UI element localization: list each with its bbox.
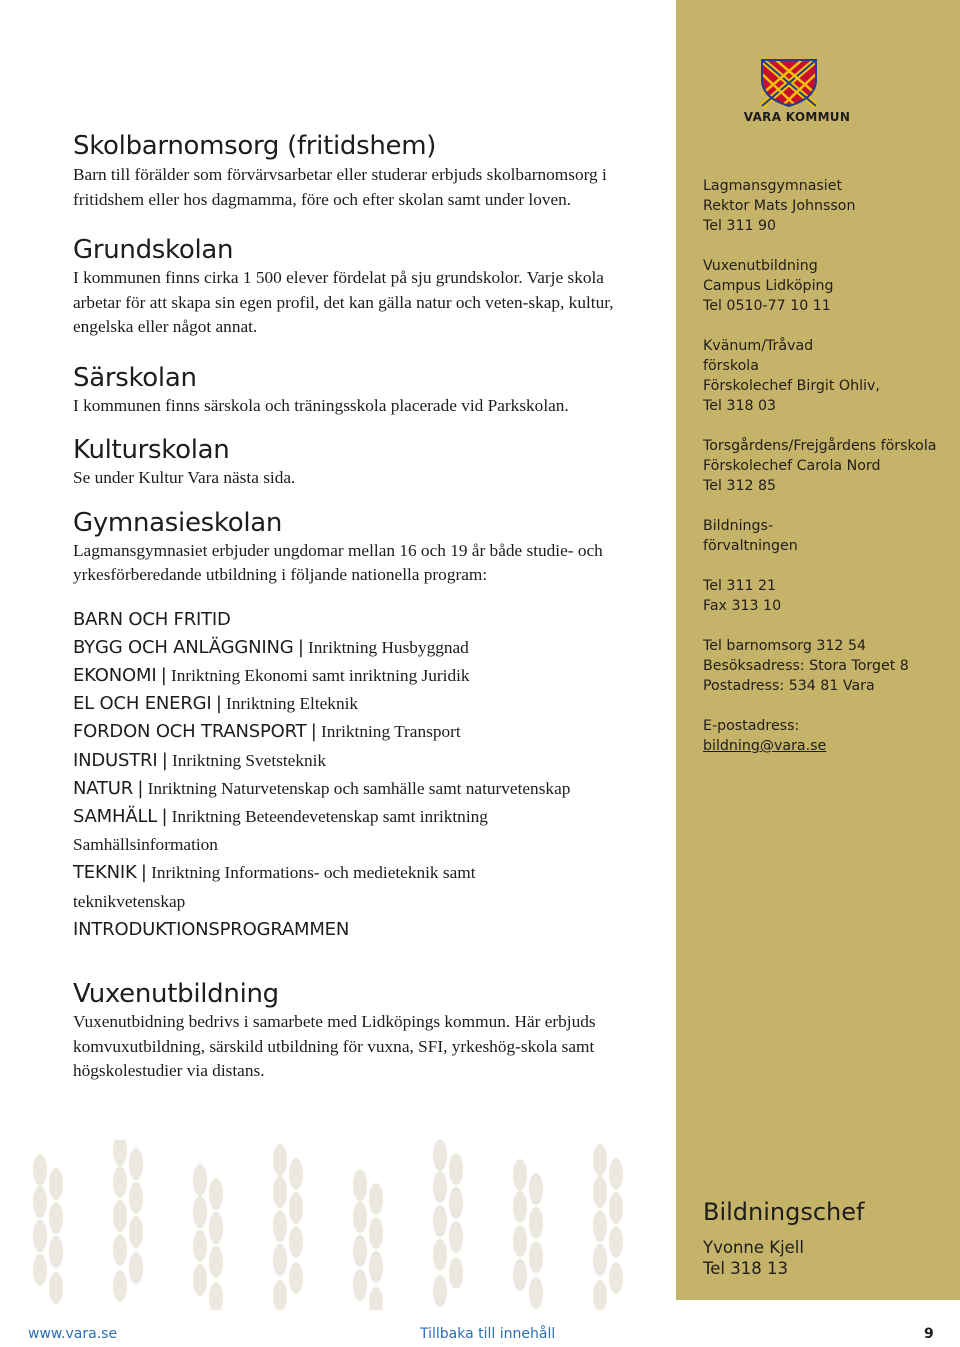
- section-body: Se under Kultur Vara nästa sida.: [73, 468, 296, 487]
- section-gymnasieskolan: [73, 507, 663, 944]
- program-item: [73, 662, 663, 690]
- program-list: [73, 606, 663, 944]
- chef-name: Yvonne Kjell: [703, 1238, 804, 1257]
- program-item: [73, 634, 663, 662]
- contact-line: Tel 311 21: [703, 578, 777, 594]
- contact-line: Tel 0510-77 10 11: [703, 298, 831, 314]
- program-detail: Inriktning Elteknik: [226, 694, 359, 714]
- program-name: EL OCH ENERGI: [73, 693, 212, 715]
- contact-block: [703, 176, 953, 236]
- contact-list: [703, 176, 953, 776]
- program-name: EKONOMI: [73, 664, 157, 686]
- vara-kommun-crest-icon: [756, 58, 822, 108]
- program-item: [73, 916, 663, 944]
- contact-block: [703, 516, 953, 556]
- contact-line: Postadress: 534 81 Vara: [703, 678, 875, 694]
- email-link[interactable]: bildning@vara.se: [703, 738, 827, 754]
- contact-line: förskola: [703, 358, 759, 374]
- program-detail: Inriktning Ekonomi samt inriktning Juridik: [170, 665, 470, 685]
- contact-line: Vuxenutbildning: [703, 258, 818, 274]
- program-item: [73, 747, 663, 775]
- separator: |: [161, 749, 168, 771]
- separator: |: [161, 805, 168, 827]
- contact-line: Bildnings-: [703, 518, 774, 534]
- program-name: NATUR: [73, 777, 134, 799]
- chef-title: Bildningschef: [703, 1198, 865, 1226]
- contact-block: [703, 256, 953, 316]
- contact-block: [703, 336, 953, 416]
- contact-line: Tel barnomsorg 312 54: [703, 638, 867, 654]
- page-number: 9: [924, 1326, 934, 1342]
- program-item: [73, 606, 663, 634]
- section-skolbarnomsorg: [73, 130, 663, 212]
- program-item: [73, 718, 663, 746]
- contact-line: Tel 318 03: [703, 398, 777, 414]
- program-name: TEKNIK: [73, 862, 137, 884]
- footer: [0, 1322, 960, 1347]
- contact-line: Besöksadress: Stora Torget 8: [703, 658, 909, 674]
- section-sarskolan: [73, 362, 663, 419]
- main-content: [73, 130, 663, 958]
- contact-block: [703, 436, 953, 496]
- wheat-decoration: [0, 1140, 680, 1310]
- contact-line: Förskolechef Birgit Ohliv,: [703, 378, 880, 394]
- contact-line: Lagmansgymnasiet: [703, 178, 843, 194]
- program-name: SAMHÄLL: [73, 805, 158, 827]
- program-detail: Inriktning Svetsteknik: [171, 750, 327, 770]
- program-name: BARN OCH FRITID: [73, 608, 231, 630]
- program-name: INTRODUKTIONSPROGRAMMEN: [73, 918, 350, 940]
- section-grundskolan: [73, 234, 663, 340]
- section-kulturskolan: [73, 434, 663, 491]
- email-label: E-postadress:: [703, 718, 800, 734]
- chef-phone: Tel 318 13: [703, 1259, 788, 1278]
- program-detail: Inriktning Transport: [320, 722, 461, 742]
- program-item: [73, 859, 573, 915]
- section-vuxenutbildning: [73, 978, 663, 1084]
- contact-line: Tel 311 90: [703, 218, 777, 234]
- program-detail: Inriktning Naturvetenskap och samhälle samt naturvetenskap: [147, 778, 571, 798]
- contact-line: Tel 312 85: [703, 478, 777, 494]
- contact-block: [703, 576, 953, 616]
- back-to-contents-link[interactable]: Tillbaka till innehåll: [420, 1326, 556, 1342]
- section-title: Gymnasieskolan: [73, 507, 283, 538]
- section-title: Grundskolan: [73, 235, 234, 265]
- contact-line: Torsgårdens/Frejgårdens förskola: [703, 438, 937, 454]
- program-detail: Inriktning Husbyggnad: [308, 637, 469, 657]
- program-item: [73, 775, 663, 803]
- program-detail: Inriktning Informations- och medieteknik samt teknikvetenskap: [73, 863, 476, 911]
- section-body: Vuxenutbidning bedrivs i samarbete med Lidköpings kommun. Här erbjuds komvuxutbildning, särskild utbildning för vuxna, SFI, yrkeshög-skola samt högskolestudier via distans.: [73, 1012, 596, 1080]
- program-detail: Inriktning Beteendevetenskap samt inriktning Samhällsinformation: [73, 806, 488, 855]
- separator: |: [140, 862, 147, 884]
- section-title: Vuxenutbildning: [73, 979, 279, 1009]
- contact-line: Kvänum/Tråvad: [703, 338, 814, 354]
- separator: |: [160, 664, 167, 686]
- section-title: Kulturskolan: [73, 435, 230, 465]
- contact-line: förvaltningen: [703, 538, 798, 554]
- program-name: BYGG OCH ANLÄGGNING: [73, 636, 294, 658]
- separator: |: [137, 777, 144, 799]
- contact-block: [703, 716, 953, 756]
- contact-line: Förskolechef Carola Nord: [703, 458, 881, 474]
- chef-contact: [703, 1237, 804, 1279]
- section-title: Skolbarnomsorg (fritidshem): [73, 131, 437, 161]
- section-title: Särskolan: [73, 362, 197, 393]
- program-name: INDUSTRI: [73, 749, 158, 771]
- section-body: I kommunen finns cirka 1 500 elever fördelat på sju grundskolor. Varje skola arbetar för att skapa sin egen profil, det kan gälla natur och veten-skap, kultur, engelska eller något annat.: [73, 268, 614, 336]
- contact-line: Fax 313 10: [703, 598, 782, 614]
- contact-block: [703, 636, 953, 696]
- section-body: Barn till förälder som förvärvsarbetar eller studerar erbjuds skolbarnomsorg i fritidshem eller hos dagmamma, före och efter skolan samt under loven.: [73, 165, 607, 209]
- contact-line: Campus Lidköping: [703, 278, 834, 294]
- section-body: I kommunen finns särskola och träningsskola placerade vid Parkskolan.: [73, 395, 569, 415]
- separator: |: [215, 693, 222, 715]
- logo-text: VARA KOMMUN: [743, 110, 851, 124]
- program-item: [73, 690, 663, 718]
- website-link[interactable]: www.vara.se: [28, 1326, 118, 1342]
- section-body: Lagmansgymnasiet erbjuder ungdomar mellan 16 och 19 år både studie- och yrkesförberedande utbildning i följande nationella program:: [73, 540, 603, 584]
- separator: |: [310, 721, 317, 743]
- separator: |: [297, 636, 304, 658]
- program-item: [73, 803, 573, 859]
- contact-line: Rektor Mats Johnsson: [703, 198, 856, 214]
- program-name: FORDON OCH TRANSPORT: [73, 721, 307, 743]
